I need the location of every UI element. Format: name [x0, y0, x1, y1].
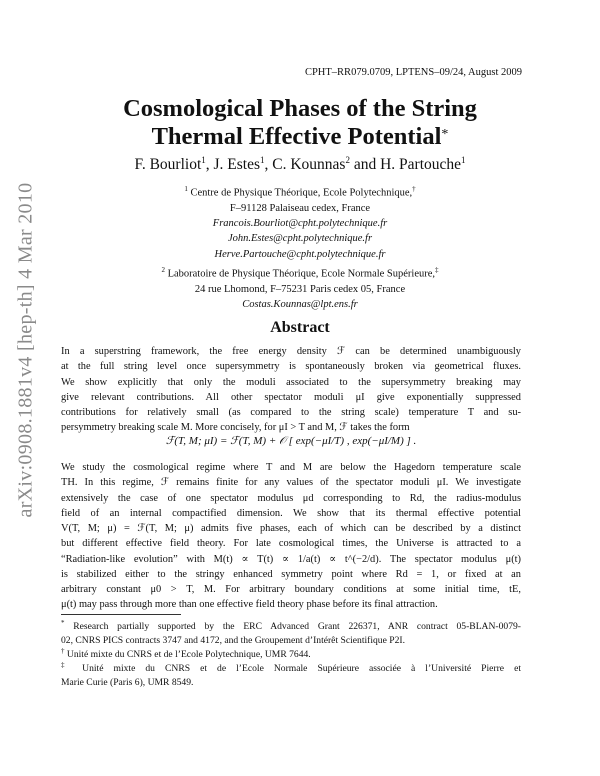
text-line: V(T, M; μ) = ℱ(T, M; μ) admits five phases, each of which can be described by a distinct: [61, 523, 521, 534]
report-numbers: CPHT–RR079.0709, LPTENS–09/24, August 2009: [304, 67, 522, 78]
author-name: C. Kounnas: [272, 156, 346, 174]
text-line: We show explicitly that only the moduli associated to the supersymmetry breaking may: [61, 376, 521, 388]
author-separator: ,: [264, 156, 273, 174]
footnote-funding: [61, 617, 521, 647]
affiliation-2: [60, 263, 540, 312]
author-affil-mark: 1: [201, 155, 206, 165]
affiliation-address: 24 rue Lhomond, F–75231 Paris cedex 05, France: [194, 283, 406, 295]
text-line: but different effective field theory. For late cosmological times, the Universe is attracted to a: [61, 538, 521, 550]
arxiv-identifier: arXiv:0908.1881v4 [hep-th] 4 Mar 2010: [14, 182, 37, 518]
author-name: J. Estes: [213, 156, 261, 174]
text-line: “Radiation-like evolution” with M(t) ∝ T(t) ∝ 1/a(t) ∝ t^(−2/d). The spectator modulus μ(t): [61, 553, 521, 565]
footnote-mark: †: [61, 647, 65, 655]
author-affil-mark: 2: [345, 155, 350, 165]
affiliation-institution: Laboratoire de Physique Théorique, Ecole Normale Supérieure,: [164, 268, 436, 280]
arxiv-sidebar: [6, 120, 46, 580]
paper-title: [60, 95, 540, 151]
footnote-divider: [61, 614, 181, 615]
title-footnote-mark: *: [441, 127, 449, 142]
display-equation: ℱ(T, M; μI) = ℱ(T, M) + 𝒪 [ exp(−μI/T) , exp(−μI/M) ] .: [165, 435, 417, 447]
affiliation-footnote-mark: ‡: [435, 266, 439, 274]
affiliation-footnote-mark: †: [412, 185, 416, 193]
footnote-lpt: [61, 659, 521, 689]
footnote-text: Marie Curie (Paris 6), UMR 8549.: [61, 676, 194, 688]
author-separator: ,: [205, 156, 214, 174]
email-address: Herve.Partouche@cpht.polytechnique.fr: [214, 248, 386, 260]
email-address: John.Estes@cpht.polytechnique.fr: [227, 233, 373, 245]
abstract-heading: Abstract: [270, 319, 330, 336]
author-name: F. Bourliot: [134, 156, 202, 174]
text-line: at the full string level once supersymmetry is spontaneously broken via geometrical fluxes.: [61, 361, 521, 373]
text-line: We study the cosmological regime where T and M are below the Hagedorn temperature scale: [61, 462, 521, 473]
author-affil-mark: 1: [260, 155, 265, 165]
abstract-paragraph-1: [61, 344, 521, 436]
author-list: [60, 155, 540, 174]
author-affil-mark: 1: [461, 155, 466, 165]
text-line: contributions for relatively small (as compared to the string scale) temperature T and su-: [61, 407, 521, 418]
text-line: extensively the case of one spectator modulus μd corresponding to Rd, the radius-modulus: [61, 492, 521, 504]
abstract-paragraph-2: [61, 460, 521, 613]
affiliation-number: 1: [184, 185, 188, 193]
title-line-1: Cosmological Phases of the String: [123, 95, 477, 122]
text-line: arbitrary constant μ0 > T, M. For arbitrary boundary conditions at some initial time, tE,: [61, 584, 521, 595]
text-line: In a superstring framework, the free energy density ℱ can be determined unambiguously: [61, 346, 521, 357]
footnote-mark: ‡: [61, 661, 73, 669]
text-line: μ(t) may pass through more than one effective field theory phase before its final attraction.: [61, 599, 438, 611]
affiliation-1: [60, 182, 540, 262]
affiliation-institution: Centre de Physique Théorique, Ecole Polytechnique,: [187, 187, 413, 199]
text-line: TH. In this regime, ℱ remains finite for any values of the spectator moduli μI. We investigate: [61, 477, 521, 489]
author-name: H. Partouche: [380, 156, 462, 174]
affiliation-number: 2: [161, 266, 165, 274]
affiliation-address: F–91128 Palaiseau cedex, France: [229, 202, 371, 214]
text-line: field of an internal compactified dimension. We show that its thermal effective potential: [61, 507, 521, 519]
text-line: is stabilized either to the stringy enhanced symmetry point where Rd = 1, or fixed at an: [61, 568, 521, 580]
title-line-2: Thermal Effective Potential: [151, 123, 442, 150]
footnote-text: Unité mixte du CNRS et de l’Ecole Normale Supérieure associée à l’Université Pierre et: [72, 663, 522, 675]
text-line: persymmetry breaking scale M. More concisely, for μI > T and M, ℱ takes the form: [61, 422, 410, 434]
footnote-text: Research partially supported by the ERC Advanced Grant 226371, ANR contract 05-BLAN-0079-: [64, 621, 521, 633]
author-separator: and: [349, 156, 381, 174]
footnote-text: Unité mixte du CNRS et de l’Ecole Polytechnique, UMR 7644.: [64, 649, 311, 661]
text-line: give relevant contributions. All other spectator moduli μI give exponentially suppressed: [61, 391, 521, 403]
email-address: Francois.Bourliot@cpht.polytechnique.fr: [212, 218, 388, 230]
footnote-text: 02, CNRS PICS contracts 3747 and 4172, and the Groupement d’Intérêt Scientifique P2I.: [61, 634, 405, 646]
email-address: Costas.Kounnas@lpt.ens.fr: [242, 299, 358, 311]
footnote-mark: *: [61, 619, 65, 627]
